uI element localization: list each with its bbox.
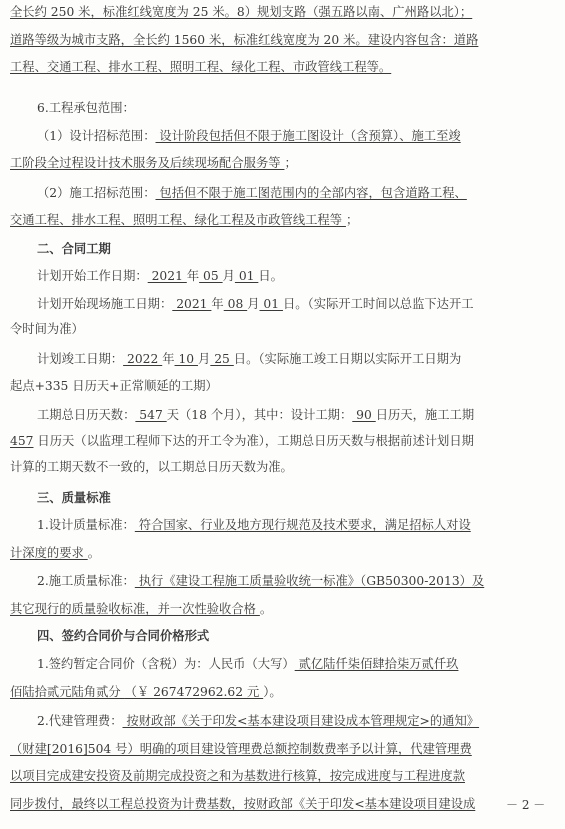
text-segment: 工期总日历天数： bbox=[37, 408, 136, 422]
underlined-text: 按财政部《关于印发<基本建设项目建设成本管理规定>的通知》 bbox=[122, 714, 480, 728]
text-segment: 。 bbox=[259, 602, 273, 616]
text-line bbox=[10, 4, 472, 20]
text-line bbox=[10, 545, 100, 561]
text-line bbox=[10, 741, 472, 757]
text-line bbox=[37, 296, 474, 312]
underlined-text: 08 bbox=[223, 297, 248, 311]
underlined-text: （财建[2016]504 号）明确的项目建设管理费总额控制数费率予以计算，代建管理费 bbox=[10, 742, 472, 756]
text-segment: 日历天，施工工期 bbox=[375, 408, 475, 422]
text-segment: 四、签约合同价与合同价格形式 bbox=[37, 628, 210, 643]
text-segment: 三、质量标准 bbox=[37, 490, 111, 505]
underlined-text: 工阶段全过程设计技术服务及后续现场配合服务等 bbox=[10, 156, 285, 170]
underlined-text: 90 bbox=[352, 408, 376, 422]
text-line bbox=[10, 796, 475, 812]
text-line bbox=[37, 407, 474, 423]
text-segment: 1.设计质量标准： bbox=[37, 518, 135, 532]
underlined-text: 道路等级为城市支路，全长约 1560 米，标准红线宽度为 20 米。建设内容包含：道路 bbox=[10, 33, 479, 47]
text-segment: 天（18 个月），其中：设计工期： bbox=[166, 408, 353, 422]
text-segment: 2.代建管理费： bbox=[37, 714, 123, 728]
underlined-text: 457 bbox=[10, 434, 34, 448]
underlined-text: 2022 bbox=[123, 352, 163, 366]
text-line bbox=[10, 32, 478, 48]
underlined-text: 2021 bbox=[147, 269, 187, 283]
text-segment: 月 bbox=[198, 352, 211, 366]
underlined-text: 工程、交通工程、排水工程、照明工程、绿化工程、市政管线工程等。 bbox=[10, 60, 392, 74]
text-line bbox=[37, 351, 461, 367]
text-segment: 2.施工质量标准： bbox=[37, 574, 135, 588]
text-line bbox=[10, 459, 293, 475]
text-line bbox=[37, 268, 283, 284]
text-line bbox=[10, 433, 474, 449]
text-line bbox=[37, 656, 458, 672]
underlined-text: 设计阶段包括但不限于施工图设计（含预算）、施工至竣 bbox=[155, 129, 461, 143]
text-segment: （2）施工招标范围： bbox=[37, 186, 156, 200]
underlined-text: 交通工程、排水工程、照明工程、绿化工程及市政管线工程等 bbox=[10, 213, 346, 227]
text-segment: 计划开始现场施工日期： bbox=[37, 297, 173, 311]
text-segment: 年 bbox=[162, 352, 175, 366]
underlined-text: 01 bbox=[234, 269, 259, 283]
underlined-text: 贰亿陆仟柒佰肆拾柒万贰仟玖 bbox=[294, 657, 459, 671]
underlined-text: 01 bbox=[259, 297, 283, 311]
text-line bbox=[10, 768, 465, 784]
text-line bbox=[37, 128, 461, 144]
text-line bbox=[37, 241, 111, 257]
text-line bbox=[37, 100, 135, 116]
text-segment: 日。 bbox=[258, 269, 283, 283]
page-number: － 2 － bbox=[506, 798, 546, 812]
text-segment: 日历天（以监理工程师下达的开工令为准），工期总日历天数与根据前述计划日期 bbox=[33, 434, 474, 448]
text-line bbox=[37, 517, 471, 533]
text-line bbox=[10, 321, 84, 337]
underlined-text: 以项目完成建安投资及前期完成投资之和为基数进行核算，按完成进度与工程进度款 bbox=[10, 769, 465, 783]
underlined-text: 佰陆拾贰元陆角贰分 bbox=[10, 685, 125, 699]
underlined-text: 计深度的要求 bbox=[10, 546, 88, 560]
text-line bbox=[37, 490, 111, 506]
text-line bbox=[10, 212, 358, 228]
text-segment: 。 bbox=[87, 546, 101, 560]
text-segment: （1）设计招标范围： bbox=[37, 129, 156, 143]
underlined-text: 10 bbox=[174, 352, 198, 366]
text-line bbox=[10, 378, 218, 394]
text-segment: 计划开始工作日期： bbox=[37, 269, 148, 283]
text-line bbox=[10, 155, 297, 171]
underlined-text: 符合国家、行业及地方现行规范及技术要求，满足招标人对设 bbox=[134, 518, 471, 532]
text-line bbox=[10, 59, 391, 75]
text-line bbox=[37, 713, 479, 729]
underlined-text: 2021 bbox=[172, 297, 212, 311]
underlined-text: 547 bbox=[135, 408, 167, 422]
text-segment: 年 bbox=[186, 269, 200, 283]
text-segment: 令时间为准） bbox=[10, 322, 84, 336]
text-segment: 6.工程承包范围： bbox=[37, 101, 135, 115]
text-line bbox=[37, 185, 467, 201]
underlined-text: 执行《建设工程施工质量验收统一标准》（GB50300-2013）及 bbox=[134, 574, 485, 588]
text-segment: 月 bbox=[247, 297, 260, 311]
text-line bbox=[10, 601, 272, 617]
underlined-text: 包括但不限于施工图范围内的全部内容，包含道路工程、 bbox=[155, 186, 467, 200]
underlined-text: 05 bbox=[199, 269, 223, 283]
text-segment: 起点+335 日历天+正常顺延的工期） bbox=[10, 379, 218, 393]
text-segment: 日。（实际施工竣工日期以实际开工日期为 bbox=[233, 352, 462, 366]
text-segment: ； bbox=[345, 213, 359, 227]
text-line bbox=[10, 684, 282, 700]
text-segment: ； bbox=[284, 156, 297, 170]
text-segment: 计划竣工日期： bbox=[37, 352, 124, 366]
text-segment: 计算的工期天数不一致的，以工期总日历天数为准。 bbox=[10, 460, 293, 474]
text-segment: 1.签约暂定合同价（含税）为：人民币（大写） bbox=[37, 657, 295, 671]
text-segment: 月 bbox=[222, 269, 235, 283]
underlined-text: 25 bbox=[210, 352, 234, 366]
text-line bbox=[37, 628, 209, 644]
underlined-text: 全长约 250 米，标准红线宽度为 25 米。8）规划支路（强五路以南、广州路以北）； bbox=[10, 5, 473, 19]
text-segment: ）。 bbox=[263, 685, 282, 699]
text-segment: 日。（实际开工时间以总监下达开工 bbox=[282, 297, 474, 311]
underlined-text: （￥ 267472962.62 元 bbox=[124, 685, 264, 699]
text-line bbox=[37, 573, 484, 589]
underlined-text: 其它现行的质量验收标准，并一次性验收合格 bbox=[10, 602, 260, 616]
text-segment: 年 bbox=[211, 297, 224, 311]
text-segment: 二、合同工期 bbox=[37, 241, 111, 256]
underlined-text: 同步拨付，最终以工程总投资为计费基数，按财政部《关于印发<基本建设项目建设成 bbox=[10, 797, 476, 811]
